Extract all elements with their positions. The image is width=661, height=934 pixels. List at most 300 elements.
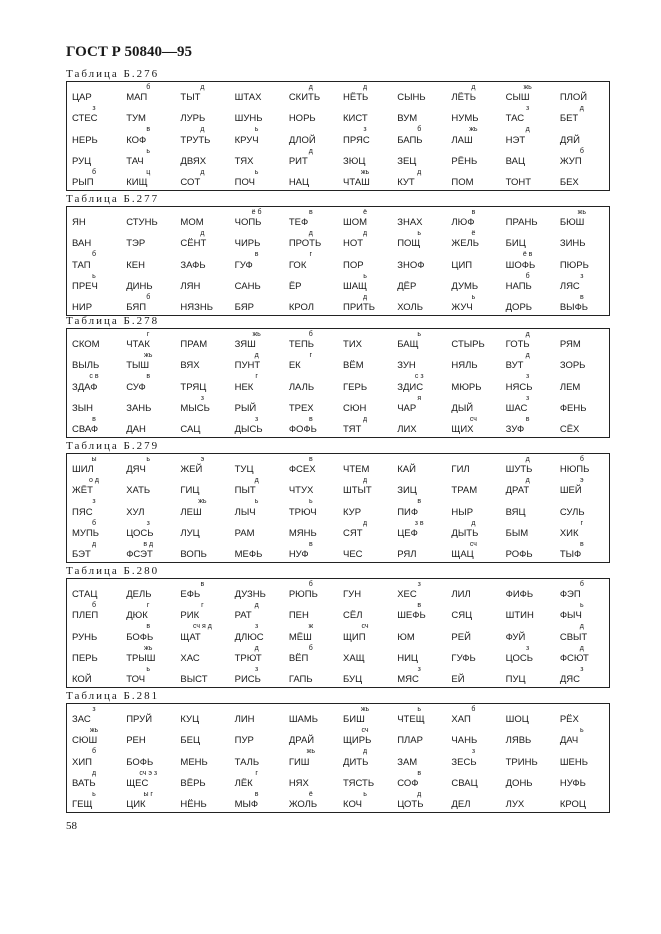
- table-cell: [230, 666, 284, 687]
- word: ТУЦ: [234, 464, 254, 476]
- pronunciation-mark: д: [525, 477, 530, 485]
- word: ЧТАК: [126, 339, 150, 351]
- table-row: [67, 541, 609, 562]
- table-cell: [338, 395, 392, 416]
- word: ВАН: [72, 238, 92, 250]
- word: ХАП: [451, 714, 471, 726]
- word: ЦЕФ: [397, 527, 418, 539]
- pronunciation-mark: з: [526, 373, 530, 381]
- word: ШОЦ: [505, 714, 529, 726]
- table-cell: [338, 148, 392, 169]
- pronunciation-mark: д: [362, 519, 368, 527]
- word: БЕЦ: [180, 735, 201, 747]
- word: ЧТУХ: [288, 485, 314, 497]
- word: НЁТЬ: [343, 92, 369, 104]
- word: ДЫСЬ: [234, 424, 263, 436]
- table-cell: [501, 251, 555, 272]
- table-cell: [284, 645, 338, 666]
- table-cell: [121, 416, 175, 437]
- table-cell: [284, 169, 338, 190]
- word: НАПЬ: [505, 280, 532, 292]
- word: ТРЮТ: [234, 652, 262, 664]
- word: ТУМ: [126, 113, 146, 125]
- table-cell: [338, 623, 392, 644]
- table-cell: [175, 416, 229, 437]
- word: ЧАР: [397, 402, 417, 414]
- word: НЫР: [451, 506, 474, 518]
- word: ПЕН: [288, 610, 309, 622]
- table-cell: [230, 748, 284, 769]
- table-row: [67, 230, 609, 251]
- pronunciation-mark: д: [525, 456, 530, 463]
- table-cell: [230, 373, 284, 394]
- pronunciation-mark: з: [92, 706, 96, 713]
- pronunciation-mark: д: [362, 84, 368, 91]
- word: ЗОРЬ: [559, 360, 586, 372]
- word: КОЙ: [72, 674, 92, 686]
- table-cell: [175, 169, 229, 190]
- word: ВЫЛЬ: [72, 360, 100, 372]
- table-cell: [121, 352, 175, 373]
- word: ФОФЬ: [288, 424, 317, 436]
- word: ЗУФ: [505, 424, 525, 436]
- word: ЧАНЬ: [451, 735, 478, 747]
- table-cell: [67, 169, 121, 190]
- table-cell: [175, 748, 229, 769]
- table-cell: [501, 498, 555, 519]
- table-cell: [446, 331, 500, 352]
- table-cell: [121, 169, 175, 190]
- table-cell: [175, 623, 229, 644]
- word: ЗАНЬ: [126, 402, 152, 414]
- word: ШОМ: [343, 217, 368, 229]
- word: ДОРЬ: [505, 302, 533, 314]
- table-cell: [230, 602, 284, 623]
- table-cell: [555, 727, 609, 748]
- pronunciation-mark: д: [254, 352, 259, 360]
- table-cell: [338, 373, 392, 394]
- table-cell: [501, 84, 555, 105]
- word: ТЕФ: [288, 217, 309, 229]
- word: ТРИНЬ: [505, 756, 538, 768]
- pronunciation-mark: в: [417, 498, 422, 506]
- word: НЮПЬ: [559, 464, 590, 476]
- word: ВЯЦ: [505, 506, 526, 518]
- table-row: [67, 416, 609, 437]
- word: ПЛЕП: [72, 610, 99, 622]
- word: БЫМ: [505, 527, 529, 539]
- table-cell: [175, 148, 229, 169]
- table-cell: [121, 230, 175, 251]
- word: ДАН: [126, 424, 146, 436]
- pronunciation-mark: з: [255, 415, 259, 423]
- word: ТРЕХ: [288, 402, 314, 414]
- pronunciation-mark: ё в: [522, 251, 533, 259]
- word: МАП: [126, 92, 148, 104]
- word: ТРЯЦ: [180, 381, 207, 393]
- table-cell: [175, 230, 229, 251]
- word: МЯНЬ: [288, 527, 317, 539]
- pronunciation-mark: ё: [363, 209, 367, 216]
- pronunciation-mark: ц: [146, 168, 151, 176]
- table-cell: [501, 395, 555, 416]
- table-cell: [67, 395, 121, 416]
- pronunciation-mark: жь: [306, 748, 315, 756]
- table-grid: [66, 578, 610, 688]
- table-cell: [555, 251, 609, 272]
- pronunciation-mark: г: [201, 602, 204, 610]
- word: ЗДАФ: [72, 381, 98, 393]
- table-cell: [501, 209, 555, 230]
- table-cell: [230, 273, 284, 294]
- word: ЗЫН: [72, 402, 94, 414]
- word: ПОЧ: [234, 177, 255, 189]
- table-cell: [555, 352, 609, 373]
- table-cell: [230, 770, 284, 791]
- word: ЛЮФ: [451, 217, 475, 229]
- table-cell: [121, 791, 175, 812]
- word: МЕФЬ: [234, 549, 263, 561]
- word: БИШ: [343, 714, 365, 726]
- word: ЧЕС: [343, 549, 363, 561]
- pronunciation-mark: д: [254, 602, 259, 610]
- word: ЛЕМ: [559, 381, 581, 393]
- table-cell: [284, 456, 338, 477]
- table-cell: [121, 645, 175, 666]
- word: НЯХ: [288, 777, 309, 789]
- word: ЩИРЬ: [343, 735, 372, 747]
- word: ЦИП: [451, 259, 473, 271]
- table-cell: [446, 84, 500, 105]
- pronunciation-mark: ь: [363, 790, 367, 798]
- table-cell: [67, 791, 121, 812]
- table-cell: [392, 416, 446, 437]
- table-row: [67, 602, 609, 623]
- word: ДЫЙ: [451, 402, 474, 414]
- word: СЮН: [343, 402, 367, 414]
- word: СЁХ: [559, 424, 580, 436]
- table-cell: [284, 352, 338, 373]
- table-cell: [501, 352, 555, 373]
- pronunciation-mark: з: [92, 105, 96, 113]
- pronunciation-mark: в: [92, 415, 96, 423]
- table-cell: [501, 706, 555, 727]
- word: РЕЙ: [451, 631, 471, 643]
- table-cell: [175, 541, 229, 562]
- table-cell: [446, 623, 500, 644]
- word: КАЙ: [397, 464, 416, 476]
- word: ДЮК: [126, 610, 148, 622]
- word: СОТ: [180, 177, 201, 189]
- table-cell: [284, 294, 338, 315]
- word: НОРЬ: [288, 113, 316, 125]
- word: ВУТ: [505, 360, 524, 372]
- table-cell: [121, 209, 175, 230]
- pronunciation-mark: з: [146, 519, 150, 527]
- pronunciation-mark: д: [362, 293, 368, 301]
- pronunciation-mark: д: [91, 769, 97, 777]
- table-row: [67, 331, 609, 352]
- pronunciation-mark: б: [308, 581, 313, 588]
- table-row: [67, 727, 609, 748]
- table-cell: [121, 770, 175, 791]
- table-row: [67, 84, 609, 105]
- table-cell: [284, 477, 338, 498]
- word: ЖЕЙ: [180, 464, 203, 476]
- table-cell: [392, 477, 446, 498]
- table-cell: [392, 169, 446, 190]
- word: НИР: [72, 302, 93, 314]
- table-cell: [501, 727, 555, 748]
- table-cell: [501, 273, 555, 294]
- table-cell: [501, 791, 555, 812]
- table-cell: [555, 602, 609, 623]
- pronunciation-mark: д: [254, 477, 259, 485]
- word: ЕЙ: [451, 674, 465, 686]
- word: ГЕЩ: [72, 799, 93, 811]
- word: ЗДИС: [397, 381, 424, 393]
- table-cell: [175, 456, 229, 477]
- word: ТЫШ: [126, 360, 150, 372]
- table-cell: [392, 645, 446, 666]
- word: ХАЩ: [343, 652, 365, 664]
- word: РАТ: [234, 610, 252, 622]
- table-cell: [392, 602, 446, 623]
- table-cell: [501, 645, 555, 666]
- table-cell: [175, 520, 229, 541]
- table-cell: [338, 498, 392, 519]
- table-row: [67, 169, 609, 190]
- table-cell: [230, 541, 284, 562]
- word: СЫШ: [505, 92, 530, 104]
- pronunciation-mark: д: [200, 126, 205, 134]
- table-cell: [175, 209, 229, 230]
- word: МЕНЬ: [180, 756, 208, 768]
- word: ХАТЬ: [126, 485, 151, 497]
- table-row: [67, 498, 609, 519]
- word: ГОК: [288, 259, 307, 271]
- word: НЭТ: [505, 134, 526, 146]
- pronunciation-mark: г: [255, 769, 258, 777]
- word: ДЕЛЬ: [126, 589, 152, 601]
- table-cell: [392, 105, 446, 126]
- table-cell: [121, 84, 175, 105]
- table-cell: [338, 169, 392, 190]
- word: ПРИТЬ: [343, 302, 376, 314]
- word: КОЧ: [343, 799, 362, 811]
- table-cell: [392, 520, 446, 541]
- word: ТАЧ: [126, 155, 144, 167]
- word: МЁШ: [288, 631, 312, 643]
- word: ДИНЬ: [126, 280, 153, 292]
- table-cell: [67, 352, 121, 373]
- pronunciation-mark: з: [200, 394, 205, 402]
- table-cell: [284, 520, 338, 541]
- table-cell: [121, 727, 175, 748]
- pronunciation-mark: б: [525, 272, 530, 280]
- pronunciation-mark: с в: [89, 373, 99, 381]
- table-cell: [446, 770, 500, 791]
- pronunciation-mark: б: [579, 147, 584, 155]
- word: ШАЩ: [343, 280, 367, 292]
- word: ФСЮТ: [559, 652, 589, 664]
- word: ХИП: [72, 756, 92, 768]
- word: ЗИНЬ: [559, 238, 586, 250]
- word: ШТАХ: [234, 92, 262, 104]
- pronunciation-mark: ь: [471, 293, 476, 301]
- pronunciation-mark: з: [471, 748, 476, 756]
- table-cell: [284, 395, 338, 416]
- table-cell: [284, 498, 338, 519]
- word: ПЕРЬ: [72, 652, 98, 664]
- pronunciation-mark: д: [200, 168, 205, 176]
- word: ТЕПЬ: [288, 339, 315, 351]
- word: ТАС: [505, 113, 525, 125]
- pronunciation-mark: б: [579, 581, 584, 588]
- pronunciation-mark: жь: [252, 331, 261, 338]
- page-number: 58: [66, 820, 77, 832]
- table-cell: [67, 623, 121, 644]
- table-cell: [338, 645, 392, 666]
- pronunciation-mark: д: [362, 748, 368, 756]
- word: ПИФ: [397, 506, 419, 518]
- table-cell: [284, 230, 338, 251]
- word: ЗЮЦ: [343, 155, 366, 167]
- word: СЁЛ: [343, 610, 363, 622]
- pronunciation-mark: б: [91, 602, 96, 610]
- word: КУЦ: [180, 714, 200, 726]
- word: ЩИХ: [451, 424, 474, 436]
- table-row: [67, 706, 609, 727]
- word: РИТ: [288, 155, 308, 167]
- word: ДАЧ: [559, 735, 579, 747]
- table-cell: [446, 581, 500, 602]
- table-cell: [230, 395, 284, 416]
- table-cell: [67, 105, 121, 126]
- word: БЮШ: [559, 217, 585, 229]
- pronunciation-mark: ь: [146, 456, 151, 463]
- word: НИЦ: [397, 652, 418, 664]
- word: РЫП: [72, 177, 94, 189]
- table-cell: [175, 477, 229, 498]
- table-cell: [392, 623, 446, 644]
- word: ГАПЬ: [288, 674, 313, 686]
- table-cell: [230, 105, 284, 126]
- word: ТИХ: [343, 339, 362, 351]
- word: ЖЁТ: [72, 485, 93, 497]
- pronunciation-mark: б: [91, 519, 96, 527]
- table-row: [67, 645, 609, 666]
- word: ФСЭТ: [126, 549, 153, 561]
- table-caption: Таблица Б.280: [66, 565, 160, 577]
- table-grid: [66, 81, 610, 191]
- word: СЯТ: [343, 527, 363, 539]
- pronunciation-mark: в: [471, 209, 476, 216]
- table-cell: [555, 666, 609, 687]
- word: ЛУХ: [505, 799, 525, 811]
- table-cell: [284, 581, 338, 602]
- table-row: [67, 273, 609, 294]
- table-cell: [67, 541, 121, 562]
- table-cell: [67, 666, 121, 687]
- pronunciation-mark: сч: [469, 540, 477, 548]
- pronunciation-mark: сч: [361, 727, 369, 735]
- word-table: [66, 690, 610, 813]
- pronunciation-mark: д: [308, 147, 313, 155]
- word-table: [66, 193, 610, 316]
- table-cell: [230, 352, 284, 373]
- word: СОФ: [397, 777, 419, 789]
- pronunciation-mark: г: [309, 352, 313, 360]
- table-cell: [555, 541, 609, 562]
- word: СЯЦ: [451, 610, 473, 622]
- pronunciation-mark: в: [308, 209, 313, 216]
- word: ВОПЬ: [180, 549, 207, 561]
- pronunciation-mark: жь: [360, 168, 370, 176]
- pronunciation-mark: б: [579, 456, 584, 463]
- table-cell: [392, 748, 446, 769]
- table-cell: [284, 84, 338, 105]
- pronunciation-mark: д: [471, 519, 476, 527]
- table-cell: [338, 477, 392, 498]
- table-cell: [555, 770, 609, 791]
- word: ТЫТ: [180, 92, 201, 104]
- pronunciation-mark: з: [526, 394, 530, 402]
- word: ЗЯШ: [234, 339, 256, 351]
- word: ЧИРЬ: [234, 238, 261, 250]
- word: ХУЛ: [126, 506, 145, 518]
- table-cell: [67, 148, 121, 169]
- table-cell: [446, 520, 500, 541]
- pronunciation-mark: г: [146, 331, 150, 338]
- word: РУНЬ: [72, 631, 98, 643]
- word: МЫСЬ: [180, 402, 210, 414]
- table-cell: [446, 209, 500, 230]
- table-cell: [284, 623, 338, 644]
- table-cell: [338, 251, 392, 272]
- word: ФУЙ: [505, 631, 526, 643]
- table-cell: [392, 209, 446, 230]
- table-cell: [501, 541, 555, 562]
- pronunciation-mark: д: [579, 105, 584, 113]
- word: ФИФЬ: [505, 589, 534, 601]
- word: ПУНТ: [234, 360, 261, 372]
- table-cell: [555, 498, 609, 519]
- table-cell: [284, 331, 338, 352]
- table-cell: [121, 273, 175, 294]
- word: КРОЦ: [559, 799, 586, 811]
- word: РОФЬ: [505, 549, 533, 561]
- table-cell: [284, 273, 338, 294]
- pronunciation-mark: в: [308, 540, 313, 548]
- word: ГИЛ: [451, 464, 470, 476]
- word: ЯН: [72, 217, 86, 229]
- table-cell: [67, 581, 121, 602]
- word: ЛИН: [234, 714, 255, 726]
- pronunciation-mark: д: [525, 126, 530, 134]
- table-cell: [392, 581, 446, 602]
- pronunciation-mark: в: [146, 373, 151, 381]
- table-cell: [121, 251, 175, 272]
- word: КРУЧ: [234, 134, 259, 146]
- table-cell: [67, 602, 121, 623]
- table-row: [67, 352, 609, 373]
- table-cell: [555, 331, 609, 352]
- word: НУМЬ: [451, 113, 479, 125]
- table-cell: [121, 541, 175, 562]
- word: БЯП: [126, 302, 147, 314]
- word: ДУМЬ: [451, 280, 479, 292]
